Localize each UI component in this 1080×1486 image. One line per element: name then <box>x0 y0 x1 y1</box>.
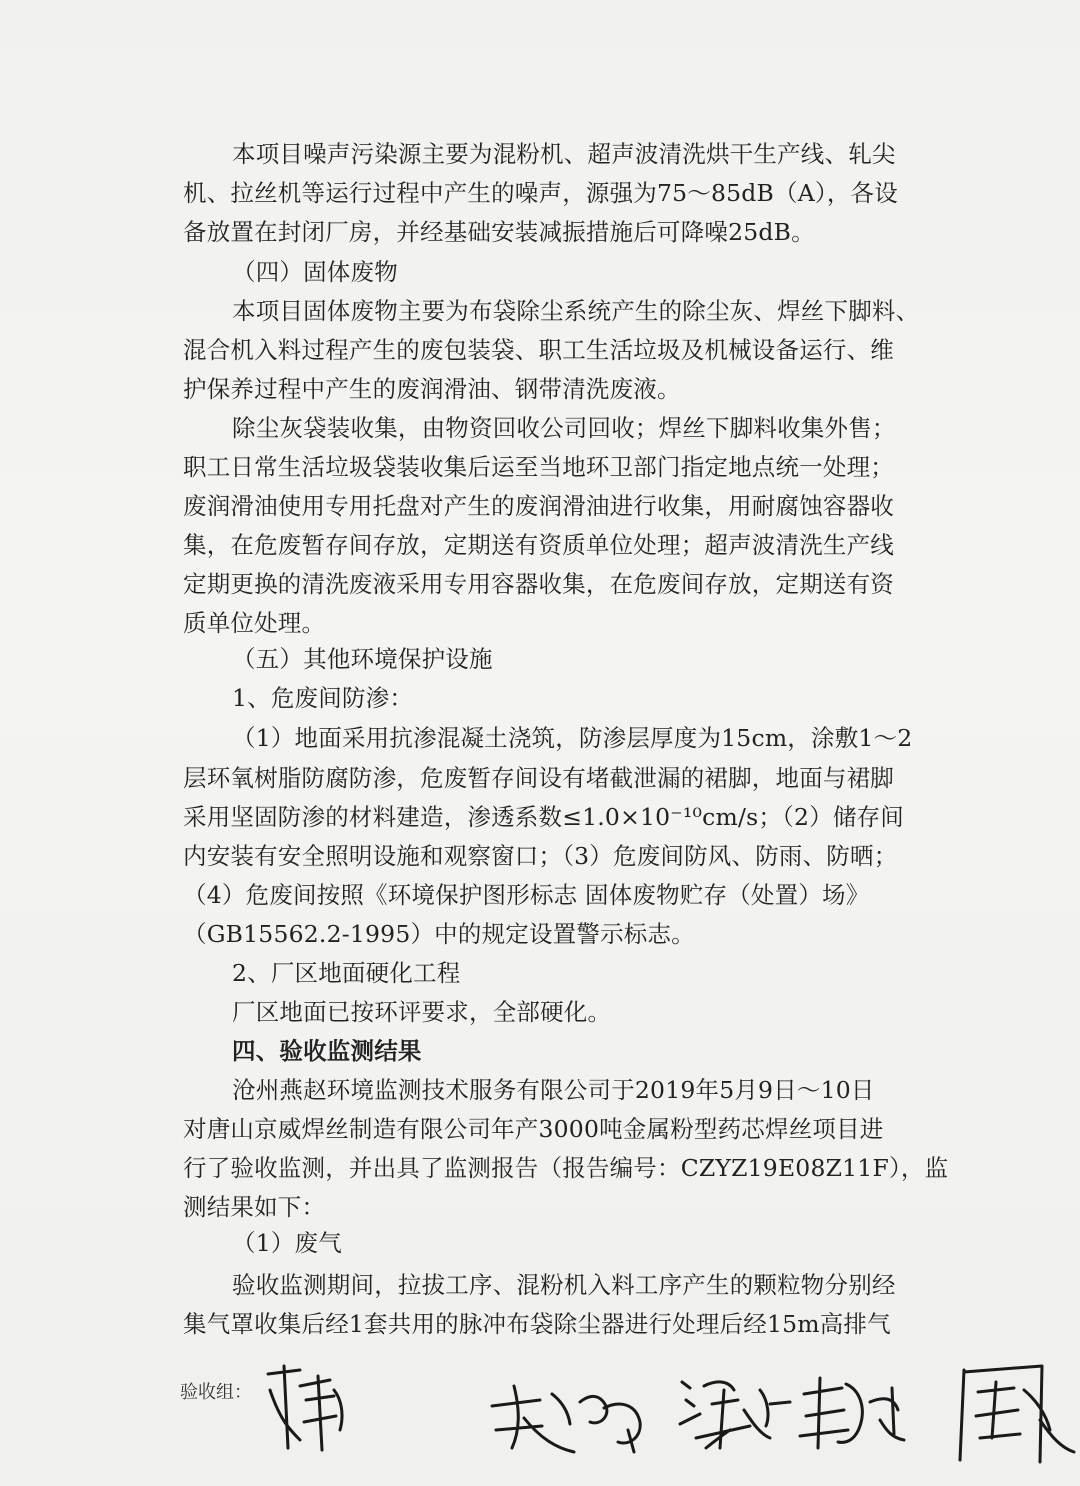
text-line: 采用坚固防渗的材料建造，渗透系数≤1.0×10⁻¹⁰cm/s；（2）储存间 <box>183 803 904 831</box>
text-line: 职工日常生活垃圾袋装收集后运至当地环卫部门指定地点统一处理； <box>183 453 894 481</box>
text-line: 四、验收监测结果 <box>232 1037 422 1065</box>
text-line: 2、厂区地面硬化工程 <box>232 959 461 987</box>
text-line: 除尘灰袋装收集，由物资回收公司回收；焊丝下脚料收集外售； <box>232 414 896 442</box>
text-line: 沧州燕赵环境监测技术服务有限公司于2019年5月9日～10日 <box>232 1076 875 1104</box>
text-line: （GB15562.2-1995）中的规定设置警示标志。 <box>183 920 695 948</box>
text-line: 验收监测期间，拉拔工序、混粉机入料工序产生的颗粒物分别经 <box>232 1271 896 1299</box>
signature-label: 验收组： <box>180 1382 252 1403</box>
text-line: 备放置在封闭厂房，并经基础安装减振措施后可降噪25dB。 <box>183 218 815 246</box>
text-line: 定期更换的清洗废液采用专用容器收集，在危废间存放，定期送有资 <box>183 570 894 598</box>
signature-4 <box>800 1378 904 1448</box>
text-line: 机、拉丝机等运行过程中产生的噪声，源强为75～85dB（A），各设 <box>183 179 898 207</box>
signatures <box>0 1330 1080 1486</box>
text-line: （1）废气 <box>232 1229 342 1257</box>
text-line: 对唐山京威焊丝制造有限公司年产3000吨金属粉型药芯焊丝项目进 <box>183 1115 884 1143</box>
text-line: 层环氧树脂防腐防渗，危废暂存间设有堵截泄漏的裙脚，地面与裙脚 <box>183 764 894 792</box>
text-line: （四）固体废物 <box>232 258 398 286</box>
text-line: 护保养过程中产生的废润滑油、钢带清洗废液。 <box>183 375 681 403</box>
text-line: 测结果如下： <box>183 1193 326 1221</box>
text-line: （五）其他环境保护设施 <box>232 645 493 673</box>
text-line: （4）危废间按照《环境保护图形标志 固体废物贮存（处置）场》 <box>183 881 870 909</box>
text-line: 厂区地面已按环评要求，全部硬化。 <box>232 998 612 1026</box>
signature-2 <box>492 1386 640 1452</box>
text-line: 集气罩收集后经1套共用的脉冲布袋除尘器进行处理后经15m高排气 <box>183 1310 891 1338</box>
signature-1 <box>268 1366 342 1450</box>
text-line: 质单位处理。 <box>183 609 326 637</box>
text-line: 废润滑油使用专用托盘对产生的废润滑油进行收集，用耐腐蚀容器收 <box>183 492 894 520</box>
text-line: 本项目固体废物主要为布袋除尘系统产生的除尘灰、焊丝下脚料、 <box>232 297 920 325</box>
text-line: （1）地面采用抗渗混凝土浇筑，防渗层厚度为15cm，涂敷1～2 <box>232 724 913 752</box>
text-line: 集，在危废暂存间存放，定期送有资质单位处理；超声波清洗生产线 <box>183 531 894 559</box>
signature-3 <box>680 1382 790 1448</box>
signature-5 <box>960 1366 1074 1462</box>
text-line: 内安装有安全照明设施和观察窗口；（3）危废间防风、防雨、防晒； <box>183 842 898 870</box>
text-line: 1、危废间防渗： <box>232 684 414 712</box>
text-line: 混合机入料过程产生的废包装袋、职工生活垃圾及机械设备运行、维 <box>183 336 894 364</box>
text-line: 行了验收监测，并出具了监测报告（报告编号：CZYZ19E08Z11F），监 <box>183 1154 949 1182</box>
text-line: 本项目噪声污染源主要为混粉机、超声波清洗烘干生产线、轧尖 <box>232 140 896 168</box>
